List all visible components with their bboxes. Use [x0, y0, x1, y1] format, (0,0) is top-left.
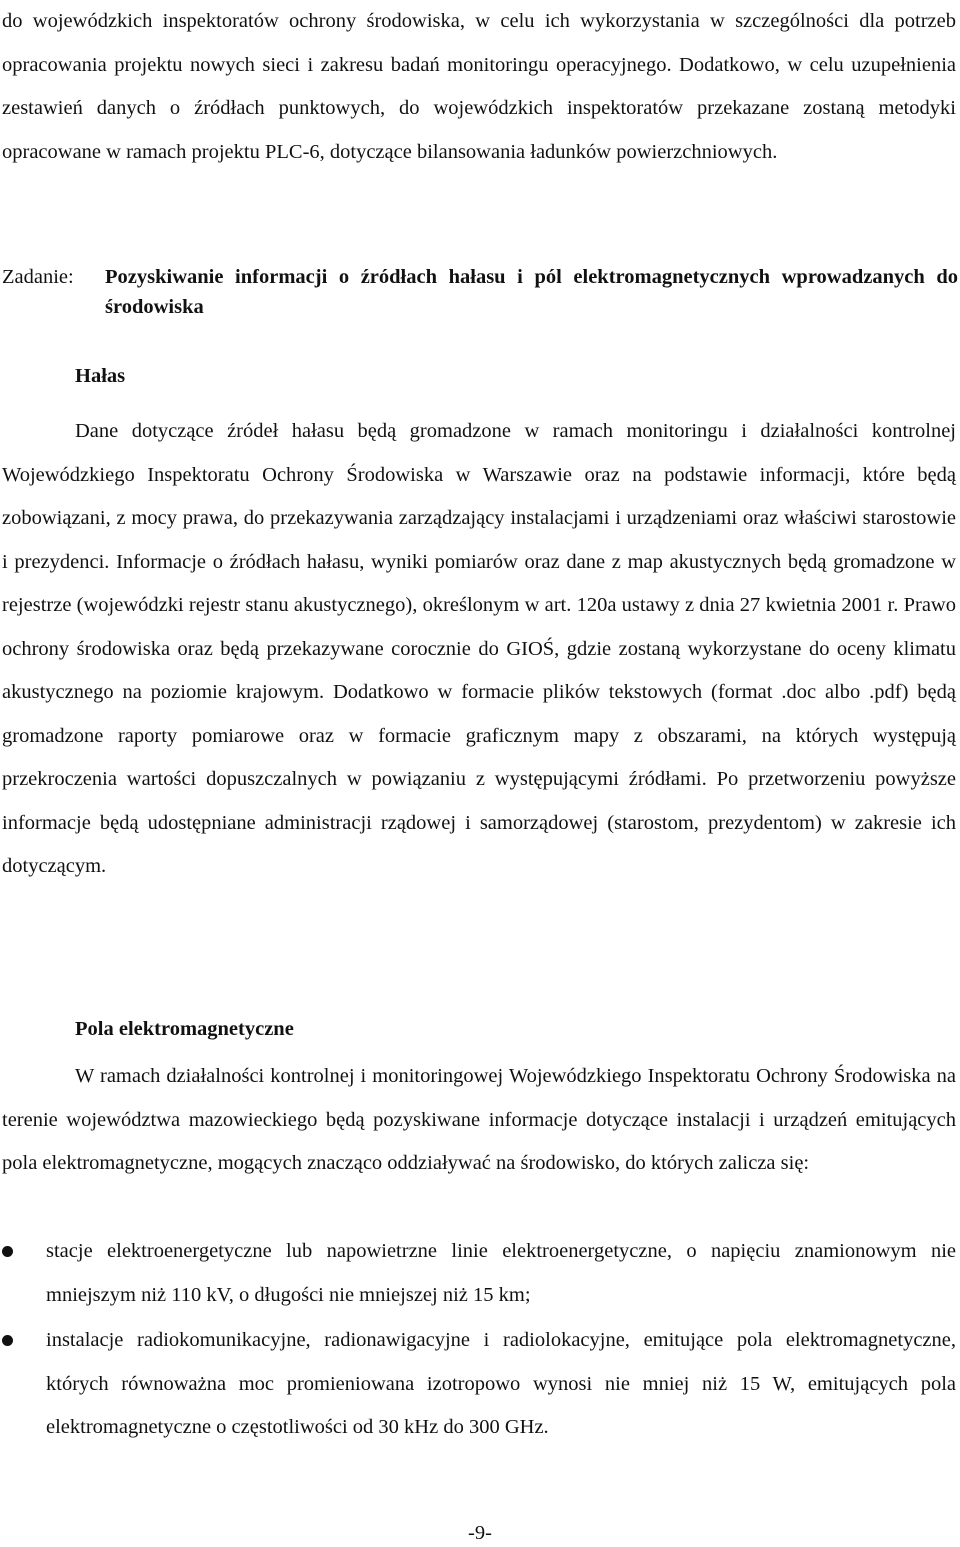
noise-paragraph: Dane dotyczące źródeł hałasu będą gromadzone w ramach monitoringu i działalności kontrolnej Wojewódzkiego Inspektoratu Ochrony Środowiska w Warszawie oraz na podstawie informacji, które będą zobowiązani, z mocy prawa, do przekazywania zarządzający instalacjami i urządzeniami oraz właściwi starostowie i prezydenci. Informacje o źródłach hałasu, wyniki pomiarów oraz dane z map akustycznych będą gromadzone w rejestrze (wojewódzki rejestr stanu akustycznego), określonym w art. 120a ustawy z dnia 27 kwietnia 2001 r. Prawo ochrony środowiska oraz będą przekazywane corocznie do GIOŚ, gdzie zostaną wykorzystane do oceny klimatu akustycznego na poziomie krajowym. Dodatkowo w formacie plików tekstowych (format .doc albo .pdf) będą gromadzone raporty pomiarowe oraz w formacie graficznym mapy z obszarami, na których występują przekroczenia wartości dopuszczalnych w powiązaniu z występującymi źródłami. Po przetworzeniu powyższe informacje będą udostępniane administracji rządowej i samorządowej (starostom, prezydentom) w zakresie ich dotyczącym.: [2, 420, 956, 877]
intro-paragraph: do wojewódzkich inspektoratów ochrony środowiska, w celu ich wykorzystania w szczególności dla potrzeb opracowania projektu nowych sieci i zakresu badań monitoringu operacyjnego. Dodatkowo, w celu uzupełnienia zestawień danych o źródłach punktowych, do wojewódzkich inspektoratów przekazane zostaną metodyki opracowane w ramach projektu PLC-6, dotyczące bilansowania ładunków powierzchniowych.: [2, 10, 956, 163]
em-fields-heading: Pola elektromagnetyczne: [75, 1018, 294, 1040]
noise-heading: Hałas: [75, 365, 126, 387]
list-item-text: instalacje radiokomunikacyjne, radionawigacyjne i radiolokacyjne, emitujące pola elektromagnetyczne, których równoważna moc promieniowana izotropowo wynosi nie mniej niż 15 W, emitujących pola elektromagnetyczne o częstotliwości od 30 kHz do 300 GHz.: [46, 1329, 956, 1438]
bullet-icon: [2, 1335, 13, 1346]
task-label: Zadanie:: [2, 266, 74, 288]
em-fields-paragraph: W ramach działalności kontrolnej i monitoringowej Wojewódzkiego Inspektoratu Ochrony Środowiska na terenie województwa mazowieckiego będą pozyskiwane informacje dotyczące instalacji i urządzeń emitujących pola elektromagnetyczne, mogących znacząco oddziaływać na środowisko, do których zalicza się:: [2, 1065, 956, 1174]
list-item-text: stacje elektroenergetyczne lub napowietrzne linie elektroenergetyczne, o napięciu znamionowym nie mniejszym niż 110 kV, o długości nie mniejszej niż 15 km;: [46, 1240, 956, 1306]
em-sources-list: [0, 1230, 956, 1450]
list-item: [0, 1230, 956, 1317]
page-number: -9-: [468, 1522, 492, 1544]
task-title: Pozyskiwanie informacji o źródłach hałasu i pól elektromagnetycznych wprowadzanych do środowiska: [105, 266, 958, 318]
bullet-icon: [2, 1246, 13, 1257]
list-item: [0, 1319, 956, 1450]
